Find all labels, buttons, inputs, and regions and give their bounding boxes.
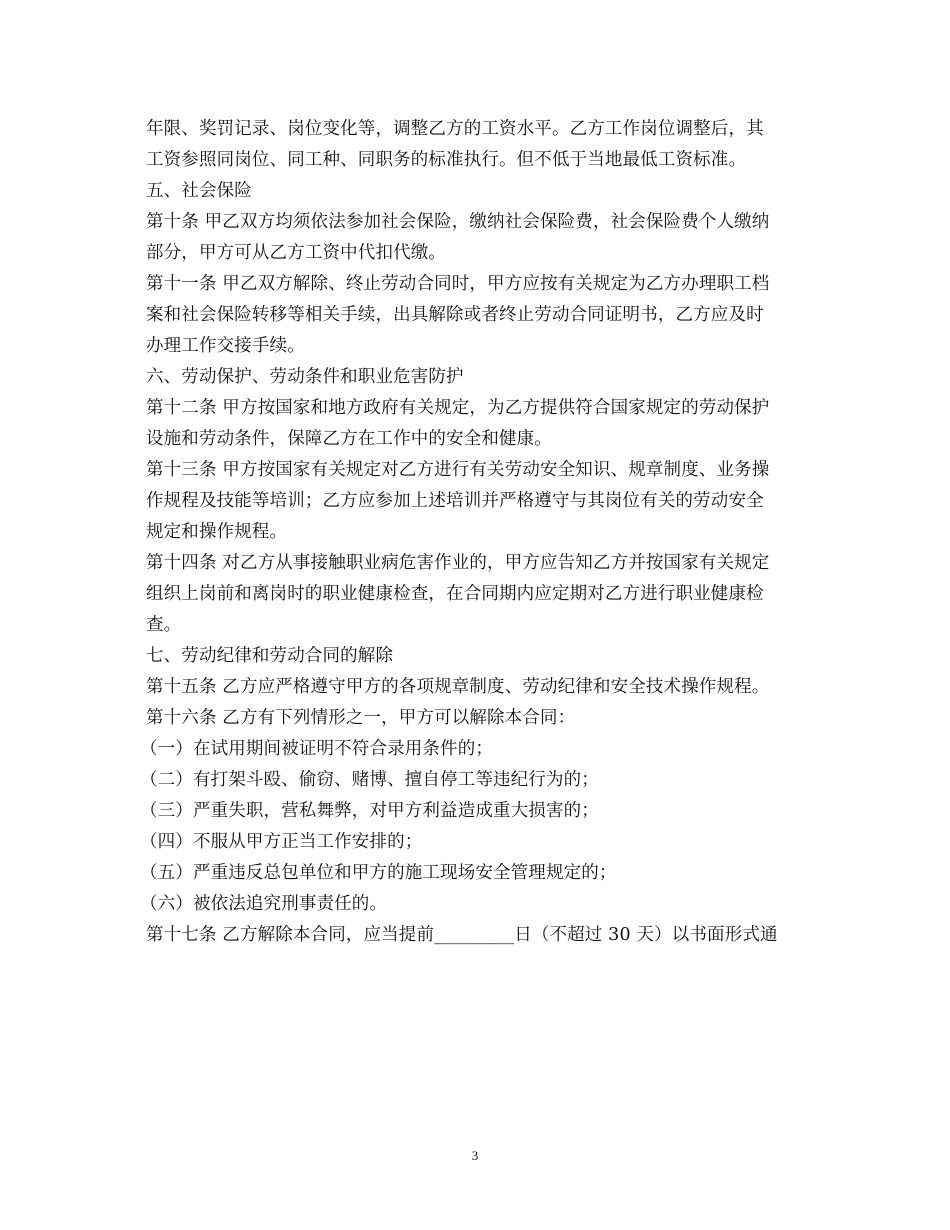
- text-line: 办理工作交接手续。: [146, 336, 305, 356]
- list-item: （四）不服从甲方正当工作安排的；: [140, 832, 423, 852]
- text-line: 工资参照同岗位、同工种、同职务的标准执行。但不低于当地最低工资标准。: [146, 150, 747, 170]
- text-line: 组织上岗前和离岗时的职业健康检查，在合同期内应定期对乙方进行职业健康检: [146, 584, 764, 604]
- section-heading: 七、劳动纪律和劳动合同的解除: [146, 646, 394, 666]
- text-line: 年限、奖罚记录、岗位变化等，调整乙方的工资水平。乙方工作岗位调整后，其: [146, 119, 764, 139]
- text-line: 案和社会保险转移等相关手续，出具解除或者终止劳动合同证明书，乙方应及时: [146, 305, 764, 325]
- section-heading: 五、社会保险: [146, 181, 252, 201]
- text-line: 第十条 甲乙双方均须依法参加社会保险，缴纳社会保险费，社会保险费个人缴纳: [146, 212, 770, 232]
- document-body: [140, 114, 816, 951]
- section-heading: 六、劳动保护、劳动条件和职业危害防护: [146, 367, 464, 387]
- text-line: 第十六条 乙方有下列情形之一，甲方可以解除本合同：: [146, 708, 576, 728]
- text-line: 部分，甲方可从乙方工资中代扣代缴。: [146, 243, 447, 263]
- list-item: （三）严重失职，营私舞弊，对甲方利益造成重大损害的；: [140, 801, 599, 821]
- text-line: 第十二条 甲方按国家和地方政府有关规定，为乙方提供符合国家规定的劳动保护: [146, 398, 770, 418]
- list-item: （六）被依法追究刑事责任的。: [140, 894, 388, 914]
- text-line: 设施和劳动条件，保障乙方在工作中的安全和健康。: [146, 429, 552, 449]
- text-line: 作规程及技能等培训；乙方应参加上述培训并严格遵守与其岗位有关的劳动安全: [146, 491, 764, 511]
- text-line: 第十四条 对乙方从事接触职业病危害作业的，甲方应告知乙方并按国家有关规定: [146, 553, 770, 573]
- text-line: 第十一条 甲乙双方解除、终止劳动合同时，甲方应按有关规定为乙方办理职工档: [146, 274, 770, 294]
- page-number: 3: [471, 1148, 479, 1163]
- list-item: （一）在试用期间被证明不符合录用条件的；: [140, 739, 493, 759]
- text-line: 规定和操作规程。: [146, 522, 288, 542]
- text-line: 第十五条 乙方应严格遵守甲方的各项规章制度、劳动纪律和安全技术操作规程。: [146, 677, 770, 697]
- text-line: 第十七条 乙方解除本合同，应当提前_________日（不超过 30 天）以书面形式通: [146, 925, 778, 945]
- list-item: （五）严重违反总包单位和甲方的施工现场安全管理规定的；: [140, 863, 617, 883]
- list-item: （二）有打架斗殴、偷窃、赌博、擅自停工等违纪行为的；: [140, 770, 599, 790]
- text-line: 第十三条 甲方按国家有关规定对乙方进行有关劳动安全知识、规章制度、业务操: [146, 460, 770, 480]
- text-line: 查。: [146, 615, 182, 635]
